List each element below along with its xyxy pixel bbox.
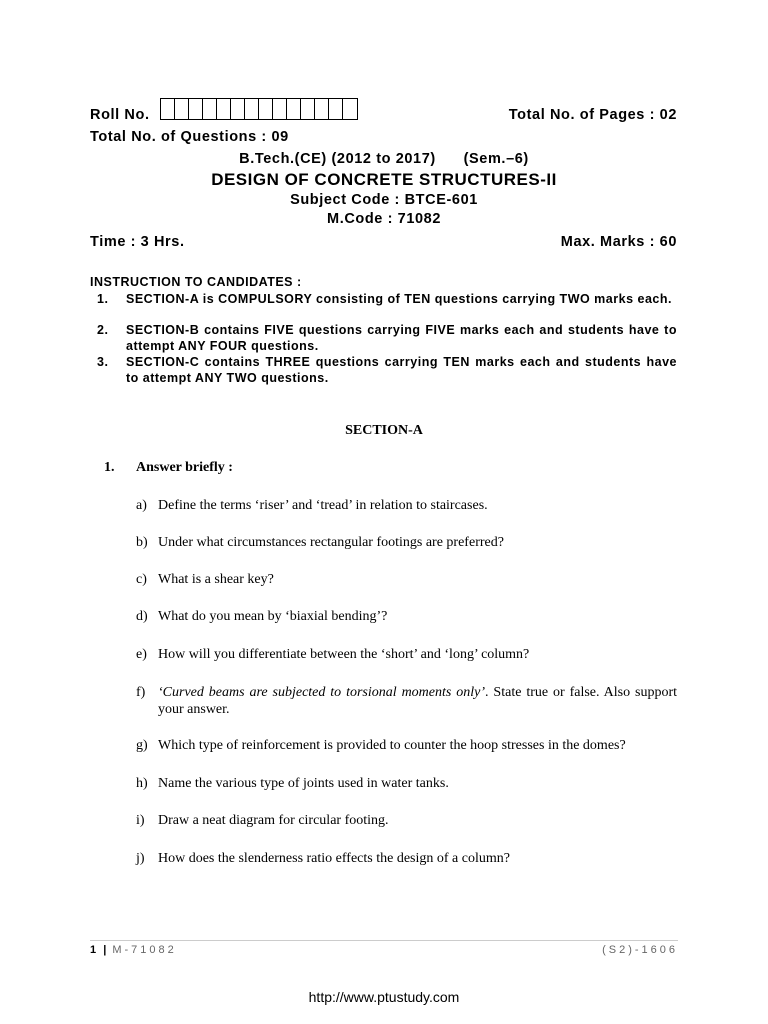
instructions-heading: INSTRUCTION TO CANDIDATES :: [90, 275, 302, 289]
part-letter: d): [136, 609, 148, 624]
roll-no-label: Roll No.: [90, 107, 150, 123]
part-text: Which type of reinforcement is provided to counter the hoop stresses in the domes?: [158, 738, 626, 753]
part-letter: f): [136, 685, 146, 700]
total-pages: Total No. of Pages : 02: [508, 107, 677, 123]
semester: (Sem.–6): [463, 151, 529, 167]
part-text: Define the terms ‘riser’ and ‘tread’ in relation to staircases.: [158, 498, 488, 513]
instruction-text: SECTION-B contains FIVE questions carrying FIVE marks each and students have to attempt ANY FOUR questions.: [126, 323, 677, 353]
footer-left: [90, 944, 177, 956]
part-letter: j): [136, 851, 145, 866]
subject-code: Subject Code : BTCE-601: [290, 192, 478, 208]
instruction-number: 2.: [97, 323, 109, 337]
part-letter: a): [136, 498, 147, 513]
part-letter: g): [136, 738, 148, 753]
footer-separator: |: [103, 944, 107, 956]
part-text: How does the slenderness ratio effects the design of a column?: [158, 851, 510, 866]
part-text: Name the various type of joints used in water tanks.: [158, 776, 449, 791]
part-letter: b): [136, 535, 148, 550]
instruction-text: SECTION-C contains THREE questions carrying TEN marks each and students have to attempt ANY TWO questions.: [126, 355, 677, 385]
part-text: What is a shear key?: [158, 572, 274, 587]
website-link[interactable]: http://www.ptustudy.com: [308, 989, 460, 1005]
part-letter: c): [136, 572, 147, 587]
part-text: What do you mean by ‘biaxial bending’?: [158, 609, 388, 624]
total-questions: Total No. of Questions : 09: [90, 129, 289, 145]
instruction-number: 1.: [97, 292, 109, 306]
part-letter: i): [136, 813, 145, 828]
part-text: Under what circumstances rectangular footings are preferred?: [158, 535, 504, 550]
footer-code: (S2)-1606: [602, 944, 678, 956]
m-code: M.Code : 71082: [327, 211, 441, 227]
part-letter: h): [136, 776, 148, 791]
roll-number-boxes: [160, 98, 358, 120]
paper-title: DESIGN OF CONCRETE STRUCTURES-II: [211, 170, 557, 189]
part-text: [158, 684, 677, 718]
footer-divider: [90, 940, 678, 941]
part-text: How will you differentiate between the ‘short’ and ‘long’ column?: [158, 647, 530, 662]
footer-mcode: M-71082: [112, 944, 177, 956]
instruction-number: 3.: [97, 355, 109, 369]
course: B.Tech.(CE) (2012 to 2017): [239, 151, 436, 167]
part-text-italic: ‘Curved beams are subjected to torsional moments only’: [158, 685, 486, 700]
page-number: 1: [90, 944, 98, 956]
question-number: 1.: [104, 460, 115, 475]
time-allowed: Time : 3 Hrs.: [90, 234, 185, 250]
course-line: [0, 151, 768, 167]
part-text-rest: . State true or false. Also support your answer.: [158, 685, 677, 717]
max-marks: Max. Marks : 60: [560, 234, 677, 250]
part-letter: e): [136, 647, 147, 662]
instruction-text: SECTION-A is COMPULSORY consisting of TEN questions carrying TWO marks each.: [126, 292, 672, 306]
question-title: Answer briefly :: [136, 460, 233, 475]
section-title: SECTION-A: [345, 423, 423, 438]
part-text: Draw a neat diagram for circular footing.: [158, 813, 389, 828]
